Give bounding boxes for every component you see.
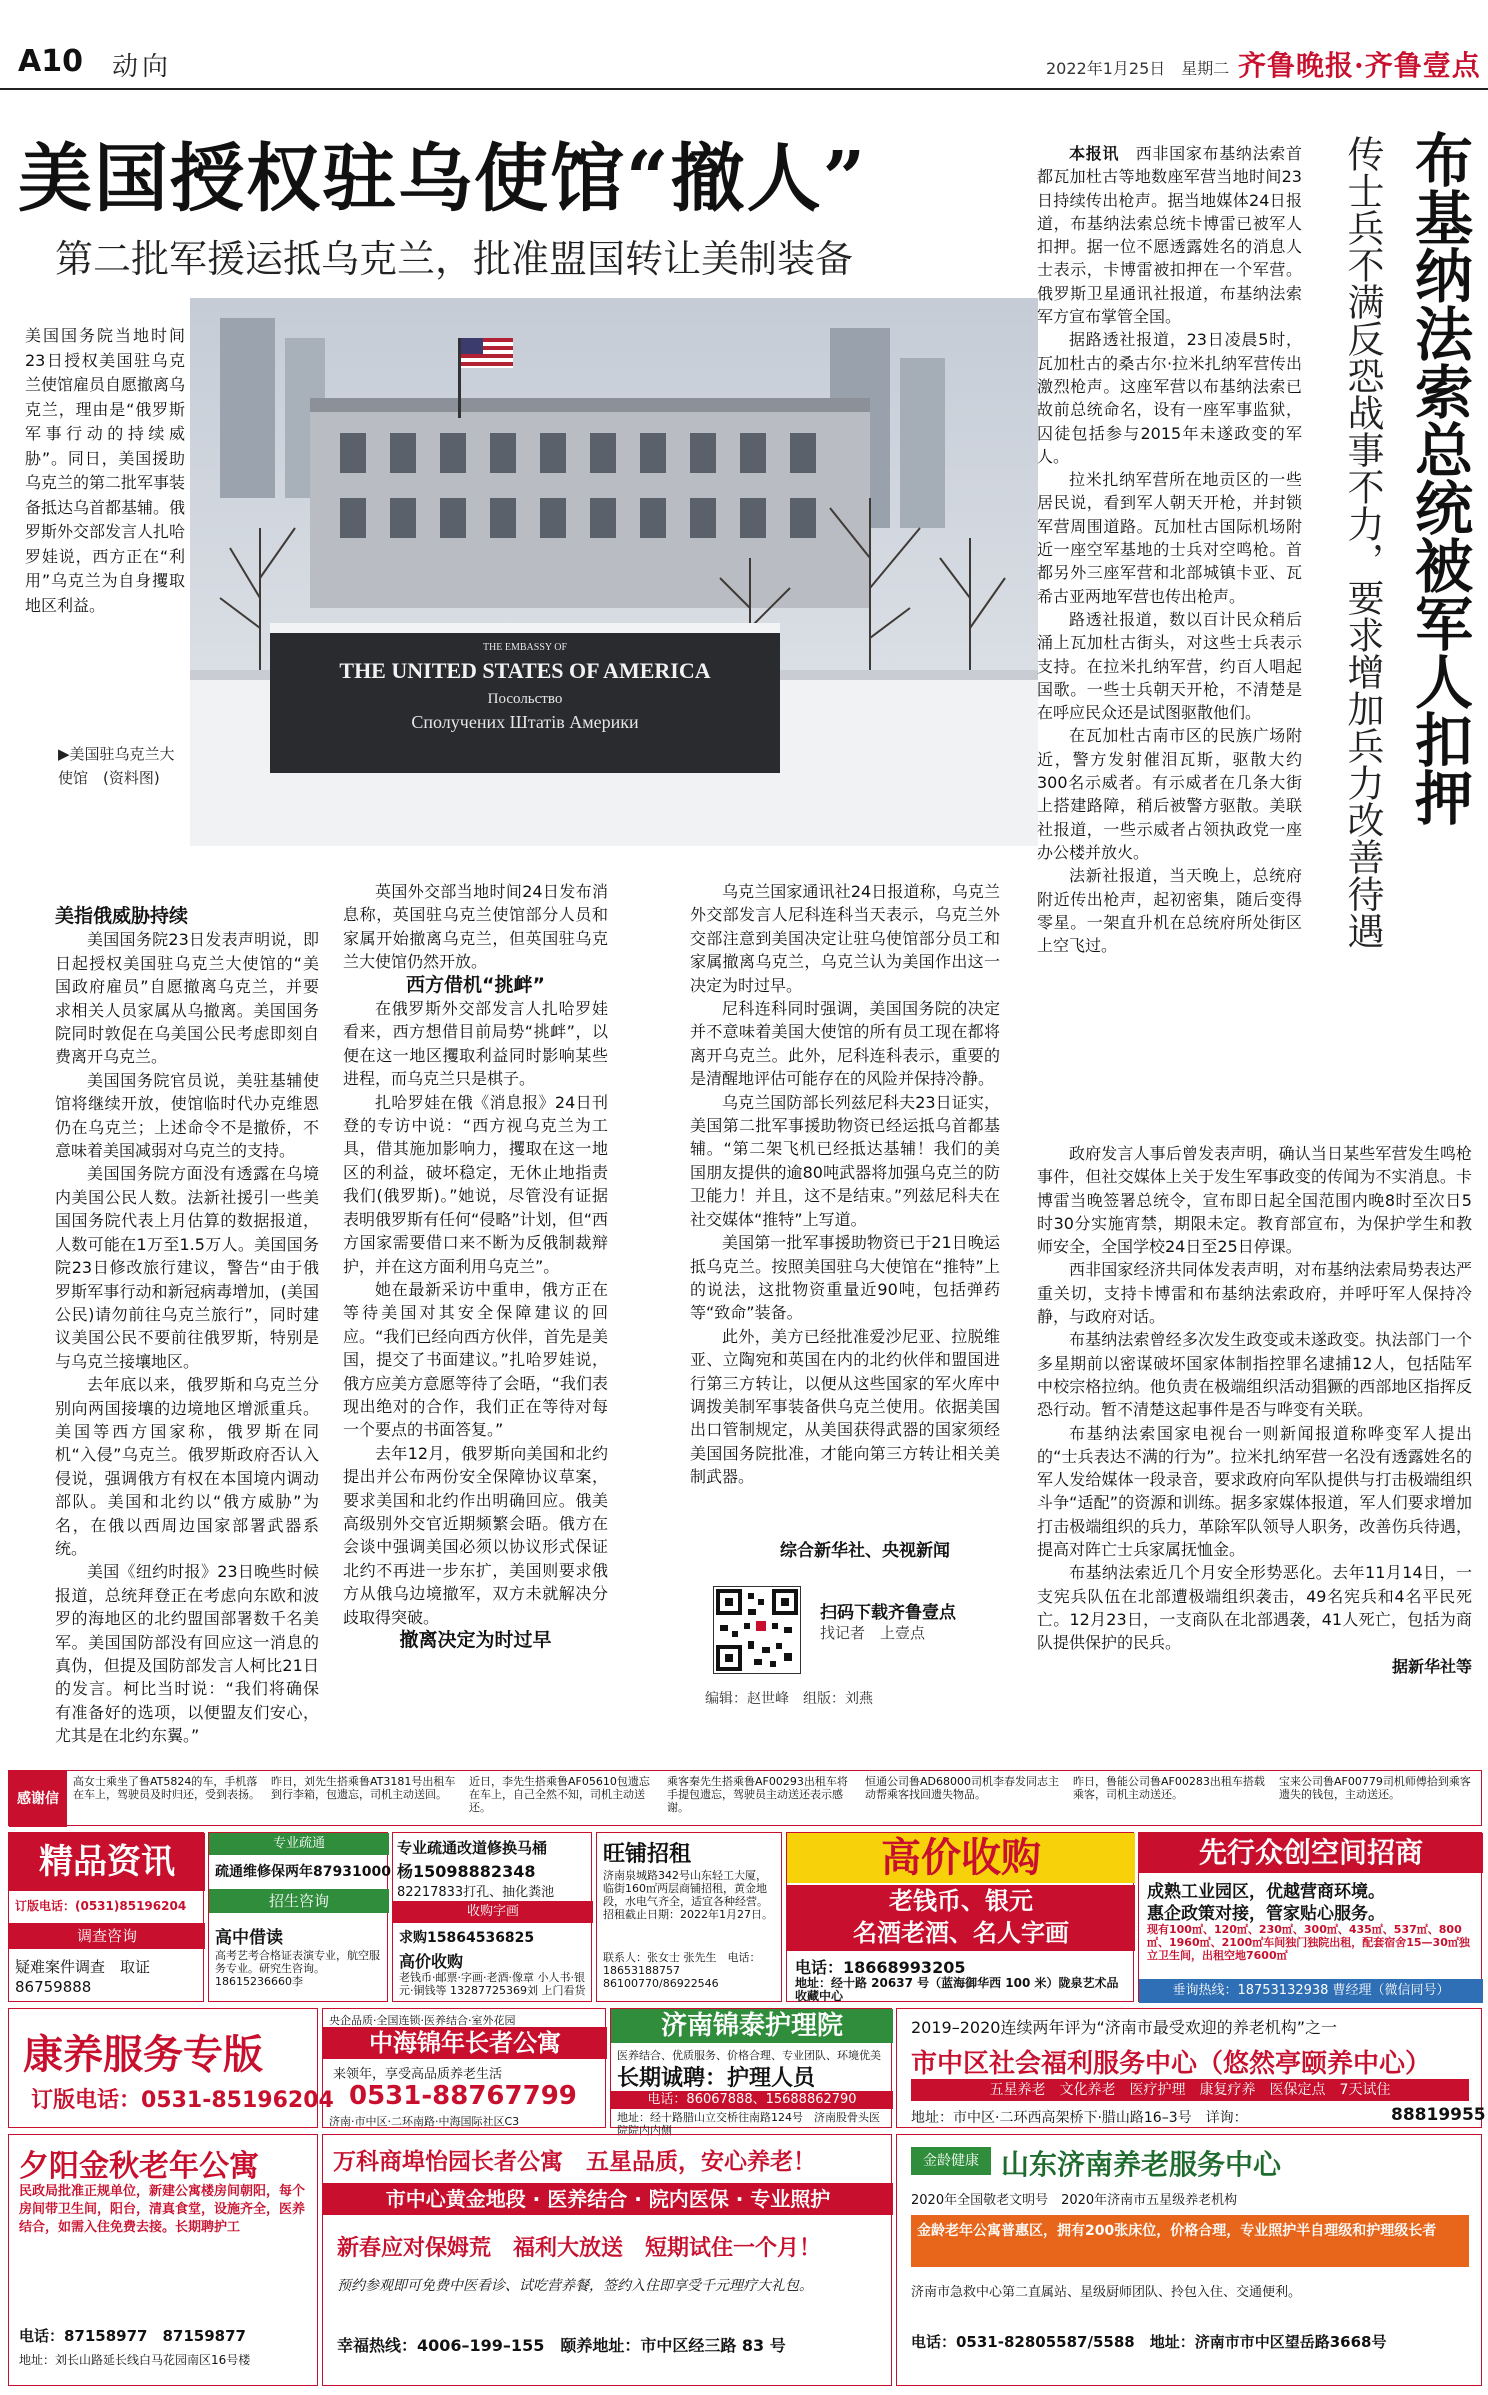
col2-p3: 扎哈罗娃在俄《消息报》24日刊登的专访中说：“西方视乌克兰为工具，借其施加影响力，攫取在这一地区的利益，破坏稳定，无休止地指责我们(俄罗斯)。”她说，尽管没有证据表明俄罗斯有任何“侵略”计划，但“西方国家需要借口来不断为反俄制裁辩护，并在这方面利用乌克兰”。 <box>343 1092 608 1276</box>
kangyang-title: 康养服务专版 <box>23 2032 263 2078</box>
col2-subhead-1: 西方借机“挑衅” <box>406 973 545 996</box>
praise-note-4: 乘客秦先生搭乘鲁AF00293出租车将手提包遗忘，驾驶员主动送还表示感谢。 <box>667 1775 848 1814</box>
sub-headline: 第二批军援运抵乌克兰，批准盟国转让美制装备 <box>55 237 854 281</box>
advertisement-section <box>8 1770 1486 2392</box>
wanke-title: 万科商埠怡园长者公寓 五星品质，安心养老！ <box>333 2149 816 2175</box>
photo-credit: ▶美国驻乌克兰大使馆 (资料图) <box>58 745 175 787</box>
shougou-phone: 电话：18668993205 <box>795 1958 966 1977</box>
zhongjin-sub: 来领年，享受高品质养老生活 <box>333 2067 503 2082</box>
col3-p3: 乌克兰国防部长列兹尼科夫23日证实，美国第二批军事援助物资已经运抵乌首都基辅。“第二架飞机已经抵达基辅！我们的美国朋友提供的逾80吨武器将加强乌克兰的防卫能力！并且，这不是结束。”列兹尼科夫在社交媒体“推特”上写道。 <box>690 1092 1000 1229</box>
photo-caption: 美国国务院当地时间23日授权美国驻乌克兰使馆雇员自愿撤离乌克兰，理由是“俄罗斯军事行动的持续威胁”。同日，美国援助乌克兰的第二批军事装备抵达乌首都基辅。俄罗斯外交部发言人扎哈罗娃说，西方正在“利用”乌克兰为自身攫取地区利益。 <box>25 326 186 615</box>
praise-note-6: 昨日，鲁能公司鲁AF00283出租车搭载乘客，司机主动送还。 <box>1073 1775 1265 1801</box>
wangpu-desc: 济南泉城路342号山东轻工大厦，临街160㎡两层商铺招租，黄金地段，水电气齐全，适宜各种经营。招租截止日期：2022年1月27日。 <box>603 1869 773 1921</box>
col2-p4: 她在最新采访中重申，俄方正在等待美国对其安全保障建议的回应。“我们已经向西方伙伴，首先是美国，提交了书面建议。”扎哈罗娃说，俄方应美方意愿等待了会晤，“我们表现出绝对的合作，我们正在等待对每一个要点的书面答复。” <box>343 1279 608 1440</box>
shizhong-phone: 88819955 <box>1391 2105 1486 2125</box>
main-headline: 美国授权驻乌使馆“撤人” <box>18 136 868 222</box>
col1-p1: 美国国务院23日发表声明说，即日起授权美国驻乌克兰大使馆的“美国政府雇员”自愿撤离乌克兰，并要求相关人员家属从乌撤离。美国国务院同时敦促在乌美国公民考虑即刻自费离开乌克兰。 <box>55 930 319 1067</box>
zhuanye-label: 专业疏通 <box>209 1833 389 1855</box>
col1-subhead: 美指俄威胁持续 <box>55 905 189 927</box>
section-name: 动向 <box>112 52 173 82</box>
gaojia-title: 高价收购 <box>399 1952 464 1971</box>
shutong-text: 疏通维修保两年87931000 <box>215 1864 391 1880</box>
right-story-source: 据新华社等 <box>1391 1656 1472 1676</box>
mafeng-phone-2: 82217833打孔、抽化粪池 <box>397 1885 555 1900</box>
col2-subhead-2: 撤离决定为时过早 <box>399 1629 552 1651</box>
zhongjin-addr: 济南·市中区·二环南路·中海国际社区C3 <box>329 2115 520 2128</box>
shougou-addr: 地址：经十路 20637 号（蓝海御华西 100 米）陇泉艺术品收藏中心 <box>795 1976 1119 2003</box>
xianxing-phone: 垂询热线：18753132938 曹经理（微信同号） <box>1139 1979 1483 2003</box>
shizhong-ad <box>896 2008 1486 2128</box>
newspaper-brand: 齐鲁晚报·齐鲁壹点 <box>1238 49 1481 82</box>
praise-label: 感谢信 <box>9 1771 67 1827</box>
embassy-sign-line2: THE UNITED STATES OF AMERICA <box>339 658 711 683</box>
mafeng-phone: 杨15098882348 <box>397 1862 536 1881</box>
zhaosheng-label: 招生咨询 <box>209 1889 389 1913</box>
jintai-hire: 长期诚聘：护理人员 <box>617 2066 816 2091</box>
right-p7: 政府发言人事后曾发表声明，确认当日某些军营发生鸣枪事件，但社交媒体上关于发生军事政变的传闻为不实消息。卡博雷当晚签署总统令，宣布即日起全国范围内晚8时至次日5时30分实施宵禁，期限未定。教育部宣布，为保护学生和教师安全，全国学校24日至25日停课。 <box>1037 1144 1472 1257</box>
col2-p5: 去年12月，俄罗斯向美国和北约提出并公布两份安全保障协议草案，要求美国和北约作出明确回应。俄美高级别外交官近期频繁会晤。俄方在会谈中强调美国必须以协议形式保证北约不再进一步东扩，美国则要求俄方从俄乌边境撤军，双方未就解决分歧取得突破。 <box>343 1443 608 1627</box>
gaozhong-desc: 高考艺考合格证表演专业，航空服务专业。研究生咨询。18615236660李 <box>215 1949 380 1988</box>
yisi-text: 疑难案件调查 取证86759888 <box>15 1958 151 1996</box>
shandong-brand: 金龄健康 <box>911 2147 991 2175</box>
shandong-desc: 济南市急救中心第二直属站、星级厨师团队、拎包入住、交通便利。 <box>911 2285 1302 2300</box>
right-p1: 西非国家布基纳法索首都瓦加杜古等地数座军营当地时间23日持续传出枪声。据当地媒体24日报道，布基纳法索总统卡博雷已被军人扣押。据一位不愿透露姓名的消息人士表示，卡博雷被扣押在一个军营。俄罗斯卫星通讯社报道，布基纳法索军方宣布掌管全国。 <box>1037 144 1302 327</box>
qr-code-icon[interactable] <box>713 1586 801 1674</box>
praise-note-2: 昨日，刘先生搭乘鲁AT3181号出租车到行李箱，包遗忘，司机主动送回。 <box>271 1775 456 1801</box>
xianxing-line-2: 惠企政策对接，管家贴心服务。 <box>1147 1904 1385 1924</box>
editor-credits: 编辑：赵世峰 组版：刘燕 <box>705 1691 873 1707</box>
jingpin-phone: 订版电话：(0531)85196204 <box>15 1899 187 1913</box>
article-column-2 <box>343 880 608 1652</box>
article-column-3 <box>690 880 1000 1489</box>
gaozhong-title: 高中借读 <box>215 1928 283 1948</box>
jintai-ad <box>610 2008 892 2137</box>
shougou-ad <box>786 1832 1134 2002</box>
lead-tag: 本报讯 <box>1069 144 1120 163</box>
right-subhead: 传士兵不满反恐战事不力，要求增加兵力改善待遇 <box>1341 135 1384 949</box>
right-p2: 据路透社报道，23日凌晨5时，瓦加杜古的桑古尔·拉米扎纳军营传出激烈枪声。这座军营以布基纳法索已故前总统命名，设有一座军事监狱，囚徒包括参与2015年未遂政变的军人。 <box>1037 330 1302 466</box>
col3-p2: 尼科连科同时强调，美国国务院的决定并不意味着美国大使馆的所有员工现在都将离开乌克兰。此外，尼科连科表示，重要的是清醒地评估可能存在的风险并保持冷静。 <box>690 999 1000 1089</box>
right-story-wide-column <box>1037 1142 1472 1678</box>
right-p6: 法新社报道，当天晚上，总统府附近传出枪声，起初密集，随后变得零星。一架直升机在总统府所处街区上空飞过。 <box>1037 866 1302 956</box>
right-p5: 在瓦加杜古南市区的民族广场附近，警方发射催泪瓦斯，驱散大约300名示威者。有示威者在几条大街上搭建路障，稍后被警方驱散。美联社报道，一些示威者占领执政党一座办公楼并放火。 <box>1037 726 1302 862</box>
wangpu-ad <box>596 1832 782 2002</box>
shougou-line-1: 老钱币、银元 <box>889 1887 1033 1915</box>
embassy-sign-line3: Посольство <box>487 691 563 707</box>
col3-source: 综合新华社、央视新闻 <box>780 1541 950 1561</box>
xianxing-title: 先行众创空间招商 <box>1139 1833 1483 1873</box>
wangpu-contact: 联系人：张女士 张先生 电话：18653188757 86100770/86922546 <box>603 1951 761 1990</box>
qr-subtitle: 找记者 上壹点 <box>820 1624 926 1642</box>
wanke-sub: 市中心黄金地段 · 医养结合 · 院内医保 · 专业照护 <box>323 2183 893 2215</box>
right-p3: 拉米扎纳军营所在地贡区的一些居民说，看到军人朝天开枪，并封锁军营周围道路。瓦加杜古国际机场附近一座空军基地的士兵对空鸣枪。首都另外三座军营和北部城镇卡亚、瓦希古亚两地军营也传出枪声。 <box>1037 470 1302 606</box>
praise-note-3: 近日，李先生搭乘鲁AF05610包遗忘在车上，自己全然不知，司机主动送还。 <box>469 1775 650 1814</box>
col1-p5: 美国《纽约时报》23日晚些时候报道，总统拜登正在考虑向东欧和波罗的海地区的北约盟国部署数千名美军。美国国防部没有回应这一消息的真伪，但提及国防部发言人柯比21日的发言。柯比当时说：“我们将确保有准备好的选项，以便盟友们安心，尤其是在北约东翼。” <box>55 1562 319 1746</box>
zhongjin-ad <box>322 2008 606 2128</box>
xiyang-addr: 地址：刘长山路延长线白马花园南区16号楼 <box>19 2353 251 2367</box>
us-flag-icon <box>461 338 513 368</box>
praise-note-1: 高女士乘坐了鲁AT5824的车，手机落在车上，驾驶员及时归还，受到表扬。 <box>73 1775 260 1801</box>
xianxing-ad <box>1138 1832 1482 2002</box>
right-p4: 路透社报道，数以百计民众稍后涌上瓦加杜古街头，对这些士兵表示支持。在拉米扎纳军营，约百人唱起国歌。一些士兵朝天开枪，不清楚是在呼应民众还是试图驱散他们。 <box>1037 609 1302 723</box>
wanke-promo: 新春应对保姆荒 福利大放送 短期试住一个月！ <box>337 2236 822 2261</box>
jingpin-ad <box>8 1832 204 2002</box>
page-number: A10 <box>18 44 83 79</box>
shizhong-award: 2019–2020连续两年评为“济南市最受欢迎的养老机构”之一 <box>911 2018 1338 2037</box>
col3-p1: 乌克兰国家通讯社24日报道称，乌克兰外交部发言人尼科连科当天表示，乌克兰外交部注意到美国决定让驻乌使馆部分员工和家属撤离乌克兰，乌克兰认为美国作出这一决定为时过早。 <box>690 882 1000 995</box>
issue-date: 2022年1月25日 星期二 <box>1046 59 1230 78</box>
shizhong-tags: 五星养老 文化养老 医疗护理 康复疗养 医保定点 7天试住 <box>911 2079 1469 2101</box>
shougou-title: 高价收购 <box>787 1833 1135 1883</box>
xianxing-line-1: 成熟工业园区，优越营商环境。 <box>1147 1882 1385 1902</box>
shandong-ad <box>896 2134 1482 2386</box>
right-story-column <box>1037 142 1302 957</box>
jintai-phone: 电话：86067888、15688862790 <box>611 2091 893 2109</box>
embassy-sign-line4: Сполучених Штатів Америки <box>411 712 639 732</box>
xiyang-title: 夕阳金秋老年公寓 <box>19 2149 259 2184</box>
shandong-award: 2020年全国敬老文明号 2020年济南市五星级养老机构 <box>911 2193 1238 2208</box>
praise-note-7: 宝来公司鲁AF00779司机师傅拾到乘客遗失的钱包，主动送还。 <box>1279 1775 1471 1801</box>
jintai-title: 济南锦泰护理院 <box>611 2009 893 2043</box>
diaocha-label: 调查咨询 <box>9 1923 205 1949</box>
xiyang-phone: 电话：87158977 87159877 <box>19 2327 246 2345</box>
col1-p2: 美国国务院官员说，美驻基辅使馆将继续开放，使馆临时代办克维恩仍在乌克兰；上述命令不是撤侨，不意味着美国减弱对乌克兰的支持。 <box>55 1070 319 1161</box>
col1-p3: 美国国务院方面没有透露在乌境内美国公民人数。法新社援引一些美国国务院代表上月估算的数据报道，人数可能在1万至1.5万人。美国国务院23日修改旅行建议，警告“由于俄罗斯军事行动和新冠病毒增加，(美国公民)请勿前往乌克兰旅行”，同时建议美国公民不要前往俄罗斯，特别是与乌克兰接壤地区。 <box>55 1164 319 1371</box>
service-ad-mid <box>392 1832 592 2002</box>
page-header <box>0 0 1488 90</box>
shandong-phone: 电话：0531-82805587/5588 地址：济南市市中区望岳路3668号 <box>911 2333 1387 2351</box>
shizhong-title: 市中区社会福利服务中心（悠然亭颐养中心） <box>911 2049 1432 2079</box>
right-p10: 布基纳法索国家电视台一则新闻报道称哗变军人提出的“士兵表达不满的行为”。拉米扎纳军营一名没有透露姓名的军人发给媒体一段录音，要求政府向军队提供与打击极端组织斗争“适配”的资源和训练。据多家媒体报道，军人们要求增加打击极端组织的兵力，革除军队领导人职务，改善伤兵待遇，提高对阵亡士兵家属抚恤金。 <box>1037 1423 1472 1560</box>
right-p11: 布基纳法索近几个月安全形势恶化。去年11月14日，一支宪兵队伍在北部遭极端组织袭击，49名宪兵和4名平民死亡。12月23日，一支商队在北部遇袭，41人死亡，包括为商队提供保护的民兵。 <box>1037 1563 1472 1653</box>
shougou-text: 求购15864536825 <box>399 1930 535 1946</box>
praise-note-5: 恒通公司鲁AD68000司机李春发同志主动帮乘客找回遗失物品。 <box>865 1775 1059 1801</box>
xiyang-desc: 民政局批准正规单位，新建公寓楼房间朝阳，每个房间带卫生间，阳台，清真食堂，设施齐全，医养结合，如需入住免费去接。长期聘护工 <box>19 2184 306 2235</box>
zhongjin-title: 中海锦年长者公寓 <box>323 2027 607 2059</box>
wangpu-title: 旺铺招租 <box>603 1842 692 1867</box>
jintai-addr: 地址：经十路腊山立交桥往南路124号 济南股骨头医院院内内侧 <box>617 2111 880 2137</box>
shandong-title: 山东济南养老服务中心 <box>1001 2148 1282 2181</box>
right-p8: 西非国家经济共同体发表声明，对布基纳法索局势表达严重关切，支持卡博雷和布基纳法索政府，并呼吁军人保持冷静，与政府对话。 <box>1037 1260 1472 1327</box>
col3-p4: 美国第一批军事援助物资已于21日晚运抵乌克兰。按照美国驻乌大使馆在“推特”上的说法，这批物资重量近90吨，包括弹药等“致命”装备。 <box>690 1233 1000 1323</box>
right-headline: 布基纳法索总统被军人扣押 <box>1405 130 1473 826</box>
wanke-phone: 幸福热线：4006–199–155 颐养地址：市中区经三路 83 号 <box>337 2336 786 2355</box>
jingpin-title: 精品资讯 <box>9 1833 205 1891</box>
embassy-sign-line1: THE EMBASSY OF <box>482 642 568 653</box>
article-column-1 <box>55 905 319 1748</box>
wanke-desc: 预约参观即可免费中医看诊、试吃营养餐，签约入住即享受千元理疗大礼包。 <box>337 2278 813 2294</box>
shizhong-addr: 地址：市中区·二环西高架桥下·腊山路16–3号 详询： <box>911 2110 1248 2126</box>
embassy-photo-illustration <box>190 298 1038 846</box>
qr-title: 扫码下载齐鲁壹点 <box>820 1603 956 1623</box>
col2-p1: 英国外交部当地时间24日发布消息称，英国驻乌克兰使馆部分人员和家属开始撤离乌克兰，但英国驻乌克兰大使馆仍然开放。 <box>343 882 608 972</box>
zhongjin-top: 央企品质·全国连锁·医养结合·室外花园 <box>329 2014 516 2027</box>
xiyang-ad <box>8 2134 318 2386</box>
kangyang-ad <box>8 2008 334 2128</box>
gaojia-desc: 老钱币·邮票·字画·老酒·像章 小人书·银元·铜钱等 13287725369刘 上门看货 <box>399 1971 586 1997</box>
shougou-line-2: 名酒老酒、名人字画 <box>853 1919 1069 1947</box>
embassy-photo <box>190 298 1038 846</box>
jintai-desc: 医养结合、优质服务、价格合理、专业团队、环境优美 <box>617 2049 881 2062</box>
service-ad-left <box>208 1832 391 2002</box>
shouzi-label: 收购字画 <box>393 1901 593 1923</box>
right-p9: 布基纳法索曾经多次发生政变或未遂政变。执法部门一个多星期前以密谋破坏国家体制指控罪名逮捕12人，包括陆军中校宗格拉纳。他负责在极端组织活动猖獗的西部地区指挥反恐行动。暂不清楚这起事件是否与哗变有关联。 <box>1037 1330 1472 1420</box>
wanke-ad <box>322 2134 892 2386</box>
col1-p4: 去年底以来，俄罗斯和乌克兰分别向两国接壤的边境地区增派重兵。美国等西方国家称，俄罗斯在同机“入侵”乌克兰。俄罗斯政府否认入侵说，强调俄方有权在本国境内调动部队。美国和北约以“俄方威胁”为名，在俄以西周边国家部署武器系统。 <box>55 1375 319 1558</box>
kangyang-phone: 订版电话：0531-85196204 <box>31 2088 334 2113</box>
zhongjin-phone: 0531-88767799 <box>349 2081 577 2111</box>
col3-p5: 此外，美方已经批准爱沙尼亚、拉脱维亚、立陶宛和英国在内的北约伙伴和盟国进行第三方转让，以便从这些国家的军火库中调拨美制军事装备供乌克兰使用。依据美国出口管制规定，从美国获得武器的国家须经美国国务院批准，才能向第三方转让相关美制武器。 <box>690 1326 1000 1487</box>
shougou-items <box>787 1885 1135 1951</box>
mafeng-title: 专业疏通改道修换马桶 <box>397 1839 548 1857</box>
col2-p2: 在俄罗斯外交部发言人扎哈罗娃看来，西方想借目前局势“挑衅”，以便在这一地区攫取利益同时影响某些进程，而乌克兰只是棋子。 <box>343 999 608 1089</box>
shandong-slogan: 金龄老年公寓普惠区，拥有200张床位，价格合理，专业照护半自理级和护理级长者 <box>911 2215 1469 2267</box>
xianxing-line-3: 现有100㎡、120㎡、230㎡、300㎡、435㎡、537㎡、800㎡、1960㎡、2100㎡车间独门独院出租，配套宿舍15—30㎡独立卫生间，出租空地7600㎡ <box>1147 1923 1470 1962</box>
praise-letter-strip <box>8 1770 1482 1826</box>
